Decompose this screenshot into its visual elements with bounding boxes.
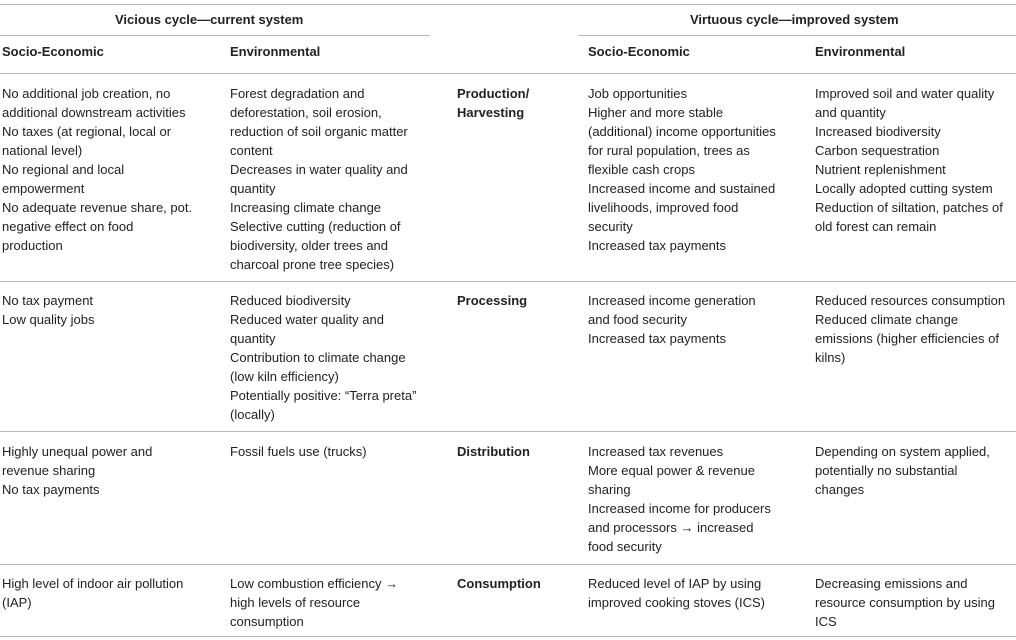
- cell-line: Job opportunities: [588, 86, 688, 101]
- bottom-rule: [0, 636, 1016, 637]
- cell-vicious-env-row-1: [230, 84, 408, 274]
- cell-line: Increasing climate change: [230, 200, 382, 215]
- cell-line: emissions (higher efficiencies of: [815, 331, 1000, 346]
- cell-line: No regional and local: [2, 162, 125, 177]
- cell-stage-row-1: [457, 84, 529, 122]
- cell-line: No tax payment: [2, 293, 94, 308]
- cell-line: kilns): [815, 350, 846, 365]
- cell-line: (IAP): [2, 595, 32, 610]
- row-rule-3: [0, 564, 1016, 565]
- cell-line: (low kiln efficiency): [230, 369, 339, 384]
- cell-line: Low combustion efficiency →: [230, 576, 399, 591]
- vicious-env-header: Environmental: [230, 44, 321, 59]
- cell-line: charcoal prone tree species): [230, 257, 395, 272]
- cell-line: changes: [815, 482, 865, 497]
- cell-virtuous-env-row-4: [815, 574, 995, 631]
- cell-line: Depending on system applied,: [815, 444, 990, 459]
- cell-line: Reduced level of IAP by using: [588, 576, 762, 591]
- cell-line: Increased tax revenues: [588, 444, 724, 459]
- cell-virtuous-env-row-2: [815, 291, 1005, 367]
- cell-line: More equal power & revenue: [588, 463, 755, 478]
- cell-line: high levels of resource: [230, 595, 361, 610]
- cell-line: improved cooking stoves (ICS): [588, 595, 766, 610]
- cell-vicious-socio-row-4: [2, 574, 183, 612]
- row-rule-2: [0, 431, 1016, 432]
- cell-stage-row-2: [457, 291, 527, 310]
- cell-line: for rural population, trees as: [588, 143, 750, 158]
- cell-line: Potentially positive: “Terra preta”: [230, 388, 417, 403]
- cell-line: Selective cutting (reduction of: [230, 219, 401, 234]
- cell-line: No taxes (at regional, local or: [2, 124, 172, 139]
- cell-line: No additional job creation, no: [2, 86, 171, 101]
- cell-line: resource consumption by using: [815, 595, 995, 610]
- cell-line: and quantity: [815, 105, 886, 120]
- stage-label: Distribution: [457, 444, 530, 459]
- cell-line: Nutrient replenishment: [815, 162, 946, 177]
- cell-line: flexible cash crops: [588, 162, 695, 177]
- virtuous-cycle-header: Virtuous cycle—improved system: [690, 12, 899, 27]
- cell-line: No tax payments: [2, 482, 100, 497]
- cell-line: Locally adopted cutting system: [815, 181, 993, 196]
- cell-line: reduction of soil organic matter: [230, 124, 408, 139]
- cell-line: Reduced water quality and: [230, 312, 384, 327]
- cell-line: Improved soil and water quality: [815, 86, 995, 101]
- vicious-cycle-header: Vicious cycle—current system: [115, 12, 304, 27]
- cell-line: consumption: [230, 614, 304, 629]
- cell-virtuous-socio-row-1: [588, 84, 776, 255]
- cell-line: and food security: [588, 312, 688, 327]
- cell-line: livelihoods, improved food: [588, 200, 739, 215]
- cell-line: negative effect on food: [2, 219, 134, 234]
- cell-line: Reduction of siltation, patches of: [815, 200, 1003, 215]
- cell-virtuous-socio-row-4: [588, 574, 765, 612]
- cell-virtuous-socio-row-3: [588, 442, 771, 556]
- cell-line: No adequate revenue share, pot.: [2, 200, 193, 215]
- header-bottom-rule: [0, 73, 1016, 74]
- cell-line: Increased tax payments: [588, 331, 727, 346]
- cell-line: Reduced climate change: [815, 312, 959, 327]
- cell-line: Increased income generation: [588, 293, 756, 308]
- cell-line: biodiversity, older trees and: [230, 238, 389, 253]
- cell-line: Increased income for producers: [588, 501, 771, 516]
- cell-line: Low quality jobs: [2, 312, 95, 327]
- cell-line: content: [230, 143, 273, 158]
- cell-line: quantity: [230, 331, 276, 346]
- cell-line: ICS: [815, 614, 837, 629]
- cell-line: Fossil fuels use (trucks): [230, 444, 367, 459]
- cell-line: Increased tax payments: [588, 238, 727, 253]
- row-rule-1: [0, 281, 1016, 282]
- cell-line: additional downstream activities: [2, 105, 186, 120]
- cell-line: deforestation, soil erosion,: [230, 105, 382, 120]
- cell-line: Higher and more stable: [588, 105, 724, 120]
- stage-label: Harvesting: [457, 105, 525, 120]
- cell-line: Carbon sequestration: [815, 143, 940, 158]
- cell-vicious-socio-row-3: [2, 442, 152, 499]
- cell-line: old forest can remain: [815, 219, 937, 234]
- cell-line: Decreases in water quality and: [230, 162, 408, 177]
- cell-line: sharing: [588, 482, 631, 497]
- virtuous-group-rule: [578, 35, 1016, 36]
- cell-line: Reduced resources consumption: [815, 293, 1006, 308]
- cell-line: quantity: [230, 181, 276, 196]
- cell-vicious-socio-row-2: [2, 291, 95, 329]
- vicious-socio-header: Socio-Economic: [2, 44, 104, 59]
- cell-stage-row-4: [457, 574, 541, 593]
- cell-line: Reduced biodiversity: [230, 293, 351, 308]
- cell-vicious-socio-row-1: [2, 84, 192, 255]
- cell-line: revenue sharing: [2, 463, 96, 478]
- top-rule: [0, 4, 1016, 5]
- cell-line: empowerment: [2, 181, 85, 196]
- stage-label: Consumption: [457, 576, 541, 591]
- cell-line: Increased biodiversity: [815, 124, 941, 139]
- cell-line: food security: [588, 539, 662, 554]
- cell-virtuous-socio-row-2: [588, 291, 756, 348]
- cell-vicious-env-row-4: [230, 574, 398, 631]
- virtuous-env-header: Environmental: [815, 44, 906, 59]
- cell-line: potentially no substantial: [815, 463, 958, 478]
- cell-line: Contribution to climate change: [230, 350, 406, 365]
- cell-line: High level of indoor air pollution: [2, 576, 184, 591]
- cell-line: Highly unequal power and: [2, 444, 153, 459]
- cell-virtuous-env-row-3: [815, 442, 990, 499]
- stage-label: Processing: [457, 293, 528, 308]
- cell-line: security: [588, 219, 633, 234]
- virtuous-socio-header: Socio-Economic: [588, 44, 690, 59]
- cell-line: production: [2, 238, 63, 253]
- stage-label: Production/: [457, 86, 530, 101]
- cell-line: national level): [2, 143, 83, 158]
- cell-vicious-env-row-3: [230, 442, 367, 461]
- cell-line: (locally): [230, 407, 275, 422]
- cell-stage-row-3: [457, 442, 530, 461]
- cell-line: Forest degradation and: [230, 86, 365, 101]
- cell-vicious-env-row-2: [230, 291, 416, 424]
- vicious-group-rule: [0, 35, 430, 36]
- cell-line: Decreasing emissions and: [815, 576, 968, 591]
- cell-line: and processors → increased: [588, 520, 754, 535]
- cell-virtuous-env-row-1: [815, 84, 1003, 236]
- cell-line: Increased income and sustained: [588, 181, 776, 196]
- cell-line: (additional) income opportunities: [588, 124, 776, 139]
